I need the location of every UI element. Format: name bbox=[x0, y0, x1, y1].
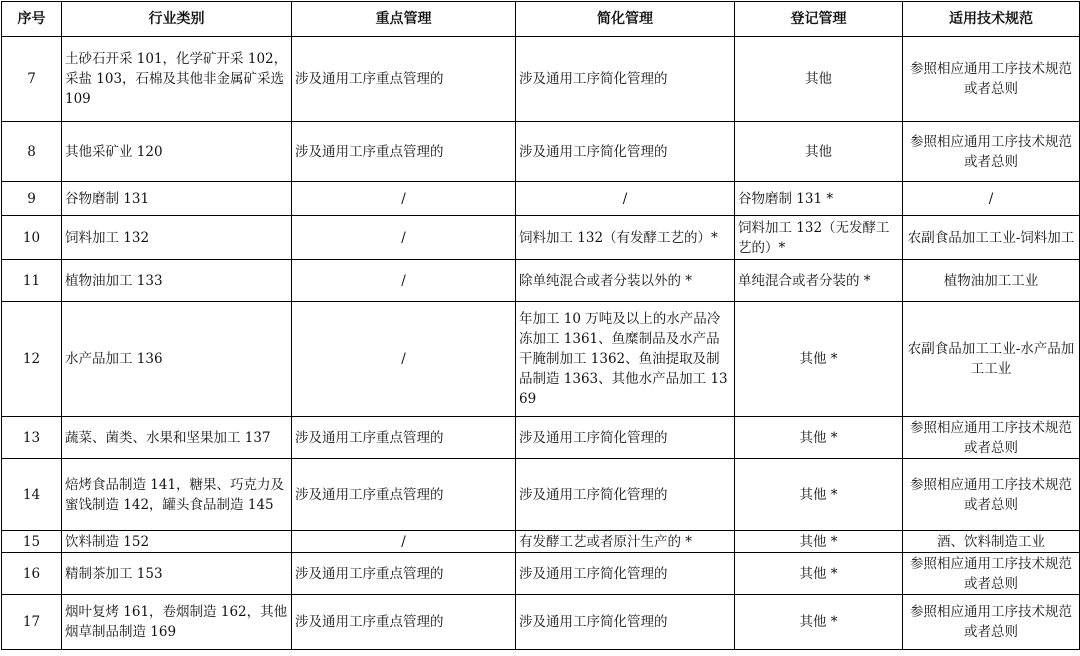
header-simplified-management: 简化管理 bbox=[516, 2, 735, 37]
cell-key-management: / bbox=[292, 260, 516, 302]
cell-simplified-management: 涉及通用工序简化管理的 bbox=[516, 122, 735, 182]
header-key-management: 重点管理 bbox=[292, 2, 516, 37]
cell-technical-spec: 参照相应通用工序技术规范或者总则 bbox=[903, 553, 1080, 595]
cell-simplified-management: 年加工 10 万吨及以上的水产品冷冻加工 1361、鱼糜制品及水产品干腌制加工 1362、鱼油提取及制品制造 1363、其他水产品加工 1369 bbox=[516, 302, 735, 417]
table-row bbox=[2, 260, 1080, 302]
cell-industry: 烟叶复烤 161，卷烟制造 162，其他烟草制品制造 169 bbox=[62, 595, 292, 650]
cell-key-management: / bbox=[292, 216, 516, 260]
cell-technical-spec: / bbox=[903, 182, 1080, 216]
cell-industry: 植物油加工 133 bbox=[62, 260, 292, 302]
cell-registration-management: 谷物磨制 131 * bbox=[735, 182, 903, 216]
table-row bbox=[2, 417, 1080, 459]
cell-key-management: / bbox=[292, 531, 516, 553]
cell-simplified-management: 涉及通用工序简化管理的 bbox=[516, 37, 735, 122]
cell-technical-spec: 酒、饮料制造工业 bbox=[903, 531, 1080, 553]
cell-registration-management: 其他 * bbox=[735, 531, 903, 553]
header-registration-management: 登记管理 bbox=[735, 2, 903, 37]
header-row bbox=[2, 2, 1080, 37]
cell-seq: 9 bbox=[2, 182, 62, 216]
cell-registration-management: 其他 * bbox=[735, 302, 903, 417]
cell-key-management: 涉及通用工序重点管理的 bbox=[292, 459, 516, 531]
cell-simplified-management: / bbox=[516, 182, 735, 216]
table-row bbox=[2, 302, 1080, 417]
cell-registration-management: 其他 * bbox=[735, 595, 903, 650]
cell-simplified-management: 有发酵工艺或者原汁生产的 * bbox=[516, 531, 735, 553]
cell-seq: 13 bbox=[2, 417, 62, 459]
cell-key-management: 涉及通用工序重点管理的 bbox=[292, 417, 516, 459]
cell-technical-spec: 参照相应通用工序技术规范或者总则 bbox=[903, 459, 1080, 531]
cell-seq: 14 bbox=[2, 459, 62, 531]
cell-key-management: 涉及通用工序重点管理的 bbox=[292, 122, 516, 182]
table-row bbox=[2, 216, 1080, 260]
header-technical-spec: 适用技术规范 bbox=[903, 2, 1080, 37]
table-row bbox=[2, 531, 1080, 553]
cell-key-management: / bbox=[292, 302, 516, 417]
cell-technical-spec: 参照相应通用工序技术规范或者总则 bbox=[903, 122, 1080, 182]
cell-registration-management: 饲料加工 132（无发酵工艺的）* bbox=[735, 216, 903, 260]
cell-registration-management: 其他 * bbox=[735, 553, 903, 595]
cell-registration-management: 单纯混合或者分装的 * bbox=[735, 260, 903, 302]
cell-industry: 蔬菜、菌类、水果和坚果加工 137 bbox=[62, 417, 292, 459]
cell-simplified-management: 涉及通用工序简化管理的 bbox=[516, 417, 735, 459]
cell-simplified-management: 饲料加工 132（有发酵工艺的）* bbox=[516, 216, 735, 260]
cell-seq: 15 bbox=[2, 531, 62, 553]
cell-industry: 精制茶加工 153 bbox=[62, 553, 292, 595]
cell-industry: 饲料加工 132 bbox=[62, 216, 292, 260]
cell-registration-management: 其他 * bbox=[735, 417, 903, 459]
cell-industry: 谷物磨制 131 bbox=[62, 182, 292, 216]
cell-key-management: 涉及通用工序重点管理的 bbox=[292, 37, 516, 122]
cell-seq: 16 bbox=[2, 553, 62, 595]
cell-seq: 8 bbox=[2, 122, 62, 182]
cell-key-management: 涉及通用工序重点管理的 bbox=[292, 553, 516, 595]
cell-seq: 12 bbox=[2, 302, 62, 417]
table-row bbox=[2, 182, 1080, 216]
cell-seq: 10 bbox=[2, 216, 62, 260]
cell-technical-spec: 植物油加工工业 bbox=[903, 260, 1080, 302]
cell-technical-spec: 农副食品加工工业-水产品加工工业 bbox=[903, 302, 1080, 417]
table-row bbox=[2, 37, 1080, 122]
cell-registration-management: 其他 * bbox=[735, 459, 903, 531]
cell-industry: 土砂石开采 101，化学矿开采 102，采盐 103，石棉及其他非金属矿采选 109 bbox=[62, 37, 292, 122]
cell-key-management: 涉及通用工序重点管理的 bbox=[292, 595, 516, 650]
cell-technical-spec: 参照相应通用工序技术规范或者总则 bbox=[903, 417, 1080, 459]
cell-key-management: / bbox=[292, 182, 516, 216]
cell-seq: 11 bbox=[2, 260, 62, 302]
cell-simplified-management: 涉及通用工序简化管理的 bbox=[516, 595, 735, 650]
cell-industry: 焙烤食品制造 141，糖果、巧克力及蜜饯制造 142，罐头食品制造 145 bbox=[62, 459, 292, 531]
cell-simplified-management: 涉及通用工序简化管理的 bbox=[516, 553, 735, 595]
cell-technical-spec: 参照相应通用工序技术规范或者总则 bbox=[903, 595, 1080, 650]
cell-industry: 水产品加工 136 bbox=[62, 302, 292, 417]
table-row bbox=[2, 459, 1080, 531]
cell-industry: 其他采矿业 120 bbox=[62, 122, 292, 182]
cell-simplified-management: 涉及通用工序简化管理的 bbox=[516, 459, 735, 531]
cell-registration-management: 其他 bbox=[735, 122, 903, 182]
industry-permit-table bbox=[1, 1, 1080, 650]
table-row bbox=[2, 595, 1080, 650]
header-seq: 序号 bbox=[2, 2, 62, 37]
cell-seq: 17 bbox=[2, 595, 62, 650]
table-row bbox=[2, 553, 1080, 595]
cell-industry: 饮料制造 152 bbox=[62, 531, 292, 553]
cell-technical-spec: 农副食品加工工业-饲料加工 bbox=[903, 216, 1080, 260]
cell-seq: 7 bbox=[2, 37, 62, 122]
cell-technical-spec: 参照相应通用工序技术规范或者总则 bbox=[903, 37, 1080, 122]
cell-registration-management: 其他 bbox=[735, 37, 903, 122]
cell-simplified-management: 除单纯混合或者分装以外的 * bbox=[516, 260, 735, 302]
table-row bbox=[2, 122, 1080, 182]
header-industry: 行业类别 bbox=[62, 2, 292, 37]
